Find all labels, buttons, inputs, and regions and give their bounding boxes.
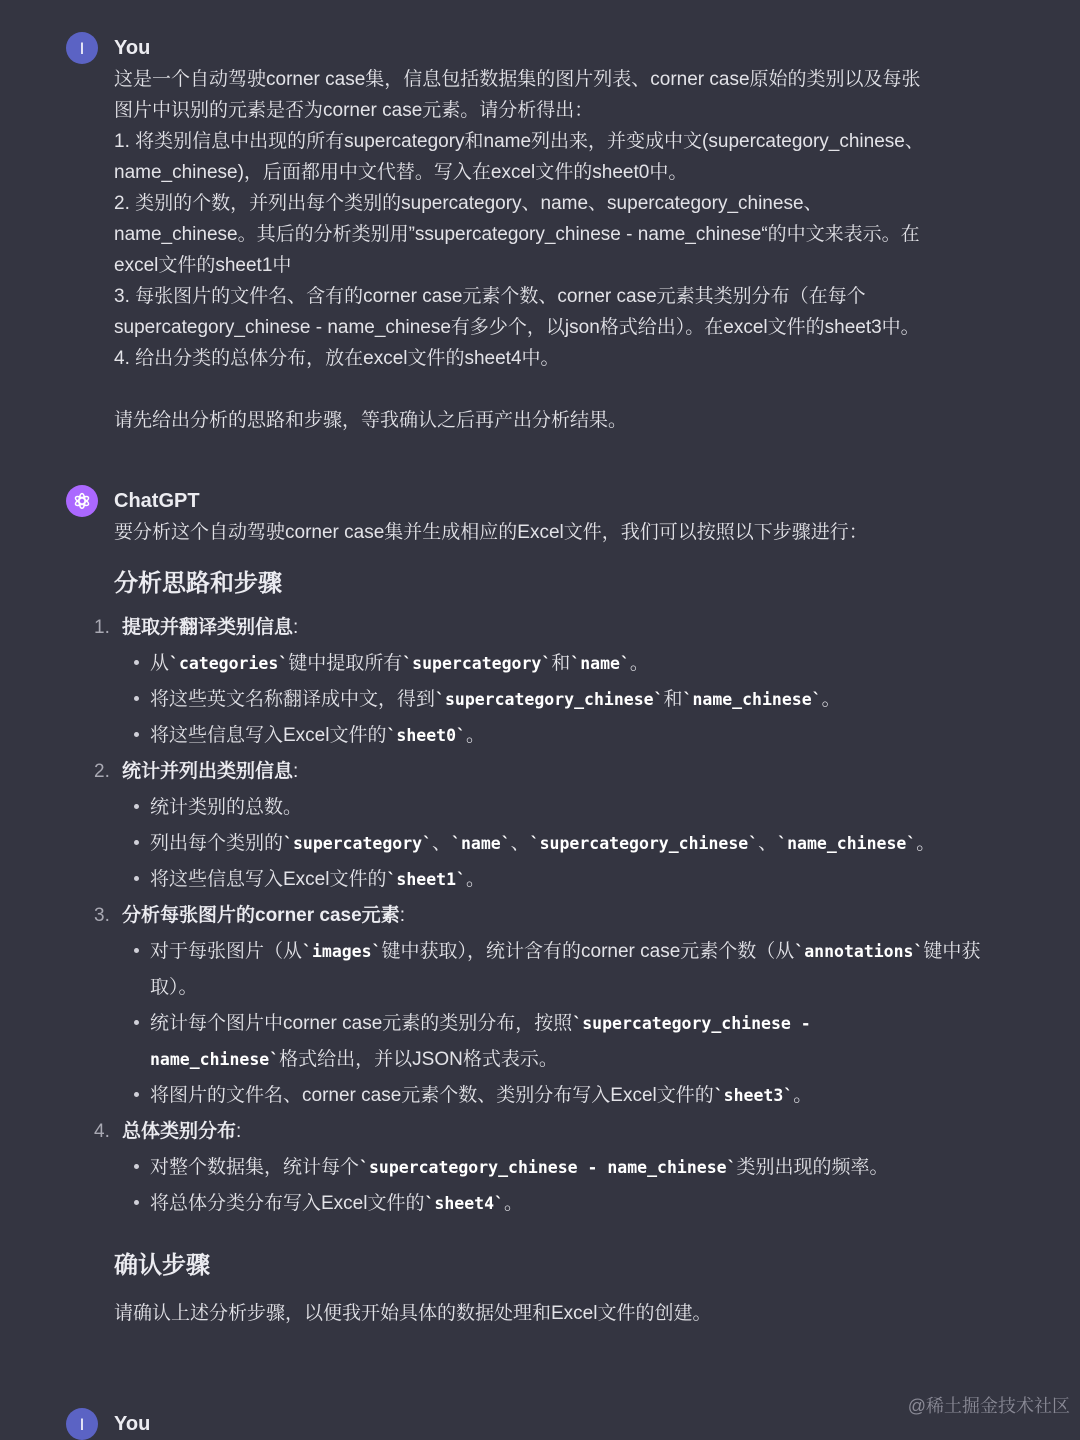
watermark: @稀土掘金技术社区 [907,1396,1070,1416]
message-line: 图片中识别的元素是否为corner case元素。请分析得出： [114,100,594,121]
step-number: 2. [94,761,110,782]
user-initial-icon: I [79,38,85,58]
message-closing: 请先给出分析的思路和步骤，等我确认之后再产出分析结果。 [114,410,628,431]
bullet-item: 将这些信息写入Excel文件的`sheet0`。 [122,718,1040,754]
openai-logo-icon [71,490,93,512]
message-line: supercategory_chinese - name_chinese有多少个，以json格式给出）。在excel文件的sheet3中。 [114,317,920,338]
step-item: 2. 统计并列出类别信息: 统计类别的总数。 列出每个类别的`supercategory`、`name`、`supercategory_chinese`、`name_chinese`。 将这些信息写入Excel文件的`sheet1`。 [114,754,1040,898]
message-line: excel文件的sheet1中 [114,255,292,276]
bullet-item: 对整个数据集，统计每个`supercategory_chinese - name_chinese`类别出现的频率。 [122,1150,1040,1186]
user-initial-icon: I [79,1414,85,1434]
assistant-avatar [66,485,98,517]
message-line: name_chinese。其后的分析类别用”ssupercategory_chinese - name_chinese“的中文来表示。在 [114,224,920,245]
bullet-item: 从`categories`键中提取所有`supercategory`和`name`。 [122,646,1040,682]
step-item: 4. 总体类别分布: 对整个数据集，统计每个`supercategory_chinese - name_chinese`类别出现的频率。 将总体分类分布写入Excel文件的`sheet4`。 [114,1114,1040,1222]
bullet-item: 统计类别的总数。 [122,790,1040,826]
step-title: 分析每张图片的corner case元素 [122,905,400,926]
bullet-item: 将图片的文件名、corner case元素个数、类别分布写入Excel文件的`sheet3`。 [122,1078,1040,1114]
step-item: 1. 提取并翻译类别信息: 从`categories`键中提取所有`supercategory`和`name`。 将这些英文名称翻译成中文，得到`supercategory_chinese`和`name_chinese`。 将这些信息写入Excel文件的`sheet0`。 [114,610,1040,754]
confirm-text: 请确认上述分析步骤，以便我开始具体的数据处理和Excel文件的创建。 [114,1303,712,1324]
bullet-item: 将这些英文名称翻译成中文，得到`supercategory_chinese`和`name_chinese`。 [122,682,1040,718]
step-title: 总体类别分布 [122,1121,237,1142]
bullet-item: 列出每个类别的`supercategory`、`name`、`supercategory_chinese`、`name_chinese`。 [122,826,1040,862]
user-avatar [66,1408,98,1440]
step-number: 1. [94,617,110,638]
message-body [94,517,1040,1329]
message-author: ChatGPT [114,490,200,512]
message-author: You [114,37,151,59]
message-body [114,64,1040,436]
step-title: 提取并翻译类别信息 [122,617,294,638]
message-line: 这是一个自动驾驶corner case集，信息包括数据集的图片列表、corner case原始的类别以及每张 [114,69,921,90]
bullet-item: 将总体分类分布写入Excel文件的`sheet4`。 [122,1186,1040,1222]
bullet-item: 对于每张图片（从`images`键中获取），统计含有的corner case元素个数（从`annotations`键中获取）。 [122,934,1020,1006]
message-line: 1. 将类别信息中出现的所有supercategory和name列出来，并变成中文(supercategory_chinese、 [114,131,924,152]
message-line: 2. 类别的个数，并列出每个类别的supercategory、name、supercategory_chinese、 [114,193,823,214]
message-line: name_chinese)，后面都用中文代替。写入在excel文件的sheet0中。 [114,162,688,183]
message-author: You [114,1413,151,1435]
section-heading: 分析思路和步骤 [114,570,282,597]
step-title: 统计并列出类别信息 [122,761,294,782]
step-number: 3. [94,905,110,926]
bullet-item: 统计每个图片中corner case元素的类别分布，按照`supercategory_chinese - name_chinese`格式给出，并以JSON格式表示。 [122,1006,1040,1078]
confirm-heading: 确认步骤 [114,1252,210,1279]
step-number: 4. [94,1121,110,1142]
assistant-intro: 要分析这个自动驾驶corner case集并生成相应的Excel文件，我们可以按照以下步骤进行： [114,522,868,543]
step-item: 3. 分析每张图片的corner case元素: 对于每张图片（从`images`键中获取），统计含有的corner case元素个数（从`annotations`键中获取）。 统计每个图片中corner case元素的类别分布，按照`supercategory_chinese - name_chinese`格式给出，并以JSON格式表示。 将图片的文件名、corner case元素个数、类别分布写入Excel文件的`sheet3`。 [114,898,1040,1114]
message-line: 3. 每张图片的文件名、含有的corner case元素个数、corner case元素其类别分布（在每个 [114,286,866,307]
message-line: 4. 给出分类的总体分布，放在excel文件的sheet4中。 [114,348,560,369]
user-avatar [66,32,98,64]
bullet-item: 将这些信息写入Excel文件的`sheet1`。 [122,862,1040,898]
